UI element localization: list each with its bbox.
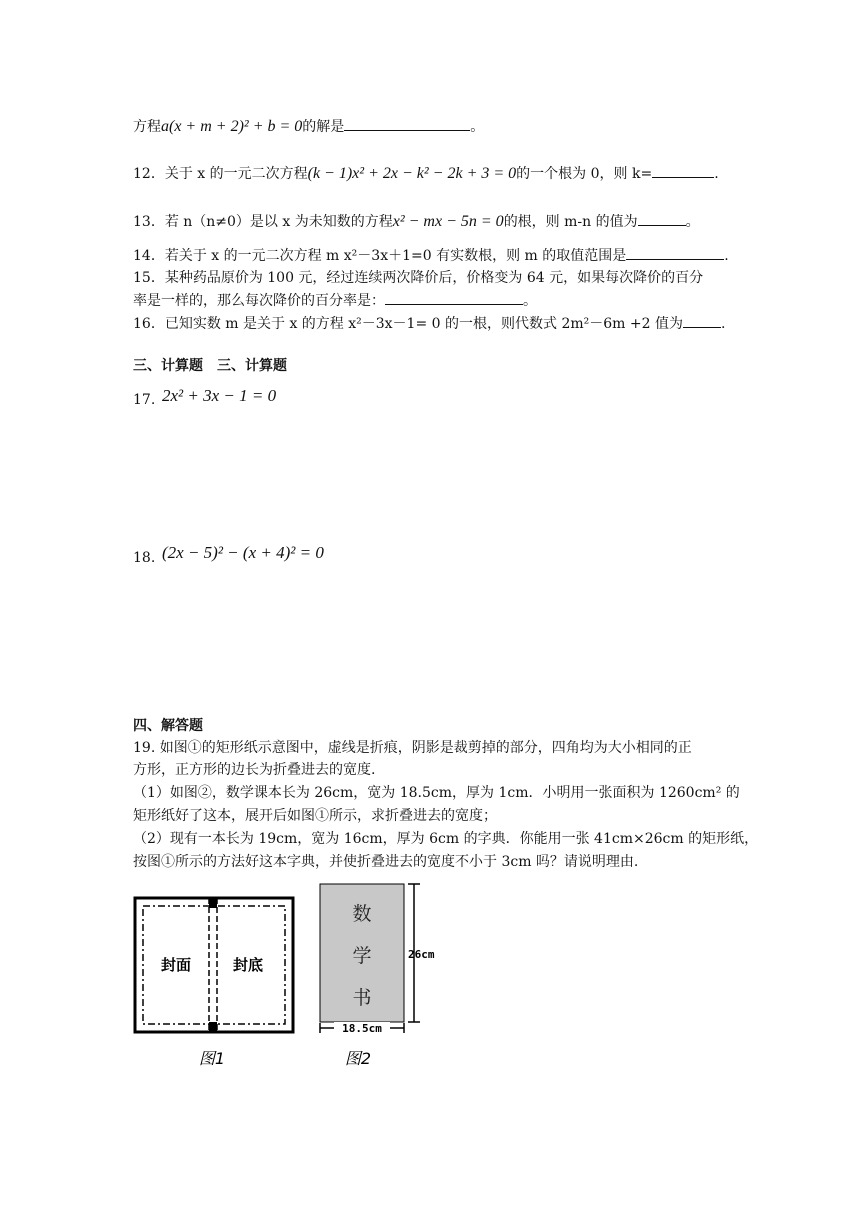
figure-2 bbox=[312, 878, 452, 1070]
q18-equation: (2x − 5)² − (x + 4)² = 0 bbox=[162, 543, 324, 562]
question-11: 方程a(x + m + 2)² + b = 0的解是 。 bbox=[133, 118, 485, 135]
book-char-3: 书 bbox=[352, 987, 372, 1009]
answer-blank bbox=[626, 245, 724, 260]
cut-corner-bottom bbox=[209, 1022, 217, 1032]
back-cover-label: 封底 bbox=[232, 956, 264, 974]
question-13: 13．若 n（n≠0）是以 x 为未知数的方程x² − mx − 5n = 0的根，则 m-n 的值为 。 bbox=[133, 213, 700, 230]
answer-blank bbox=[652, 163, 714, 178]
answer-blank bbox=[344, 116, 470, 131]
q17-number: 17. bbox=[133, 392, 156, 408]
height-label: 26cm bbox=[408, 948, 435, 961]
q19-line5: （2）现有一本长为 19cm，宽为 16cm，厚为 6cm 的字典．你能用一张 41cm×26cm 的矩形纸， bbox=[133, 831, 759, 847]
question-15-line1: 15．某种药品原价为 100 元，经过连续两次降价后，价格变为 64 元，如果每次降价的百分 bbox=[133, 270, 704, 286]
cover-label: 封面 bbox=[160, 956, 192, 974]
paper-outline bbox=[135, 898, 293, 1032]
answer-blank bbox=[385, 290, 523, 305]
q13-equation: x² − mx − 5n = 0 bbox=[392, 213, 504, 230]
q19-line1: 19. 如图①的矩形纸示意图中，虚线是折痕，阴影是裁剪掉的部分，四角均为大小相同的正 bbox=[133, 740, 692, 756]
q19-line4: 矩形纸好了这本，展开后如图①所示，求折叠进去的宽度； bbox=[133, 808, 497, 824]
book-char-2: 学 bbox=[352, 945, 372, 967]
question-14: 14．若关于 x 的一元二次方程 m x²－3x＋1=0 有实数根，则 m 的取值范围是 . bbox=[133, 245, 729, 266]
cut-corner-top bbox=[209, 898, 217, 908]
q19-line6: 按图①所示的方法好这本字典，并使折叠进去的宽度不小于 3cm 吗？请说明理由. bbox=[133, 854, 639, 870]
figure-1 bbox=[130, 890, 300, 1070]
q17-equation: 2x² + 3x − 1 = 0 bbox=[162, 386, 277, 405]
q18-number: 18. bbox=[133, 550, 156, 566]
q11-equation: a(x + m + 2)² + b = 0 bbox=[161, 118, 303, 135]
answer-blank bbox=[638, 211, 686, 226]
question-16: 16．已知实数 m 是关于 x 的方程 x²－3x－1= 0 的一根，则代数式 2m²－6m +2 值为 . bbox=[133, 313, 725, 334]
q19-line2: 方形，正方形的边长为折叠进去的宽度. bbox=[133, 762, 376, 778]
answer-blank bbox=[683, 313, 721, 328]
q19-line3: （1）如图②，数学课本长为 26cm，宽为 18.5cm，厚为 1cm．小明用一张面积为 1260cm² 的 bbox=[133, 785, 740, 801]
width-label: 18.5cm bbox=[342, 1022, 382, 1035]
q12-equation: (k − 1)x² + 2x − k² − 2k + 3 = 0 bbox=[307, 165, 517, 182]
section-4-heading: 四、解答题 bbox=[133, 718, 203, 734]
figure-2-caption: 图2 bbox=[344, 1049, 372, 1068]
question-15-line2: 率是一样的，那么每次降价的百分率是： 。 bbox=[133, 290, 537, 311]
section-3-heading: 三、计算题 三、计算题 bbox=[133, 358, 287, 374]
question-12: 12．关于 x 的一元二次方程(k − 1)x² + 2x − k² − 2k + 3 = 0的一个根为 0，则 k= . bbox=[133, 165, 719, 182]
book-char-1: 数 bbox=[352, 903, 372, 925]
figure-1-caption: 图1 bbox=[198, 1049, 226, 1068]
